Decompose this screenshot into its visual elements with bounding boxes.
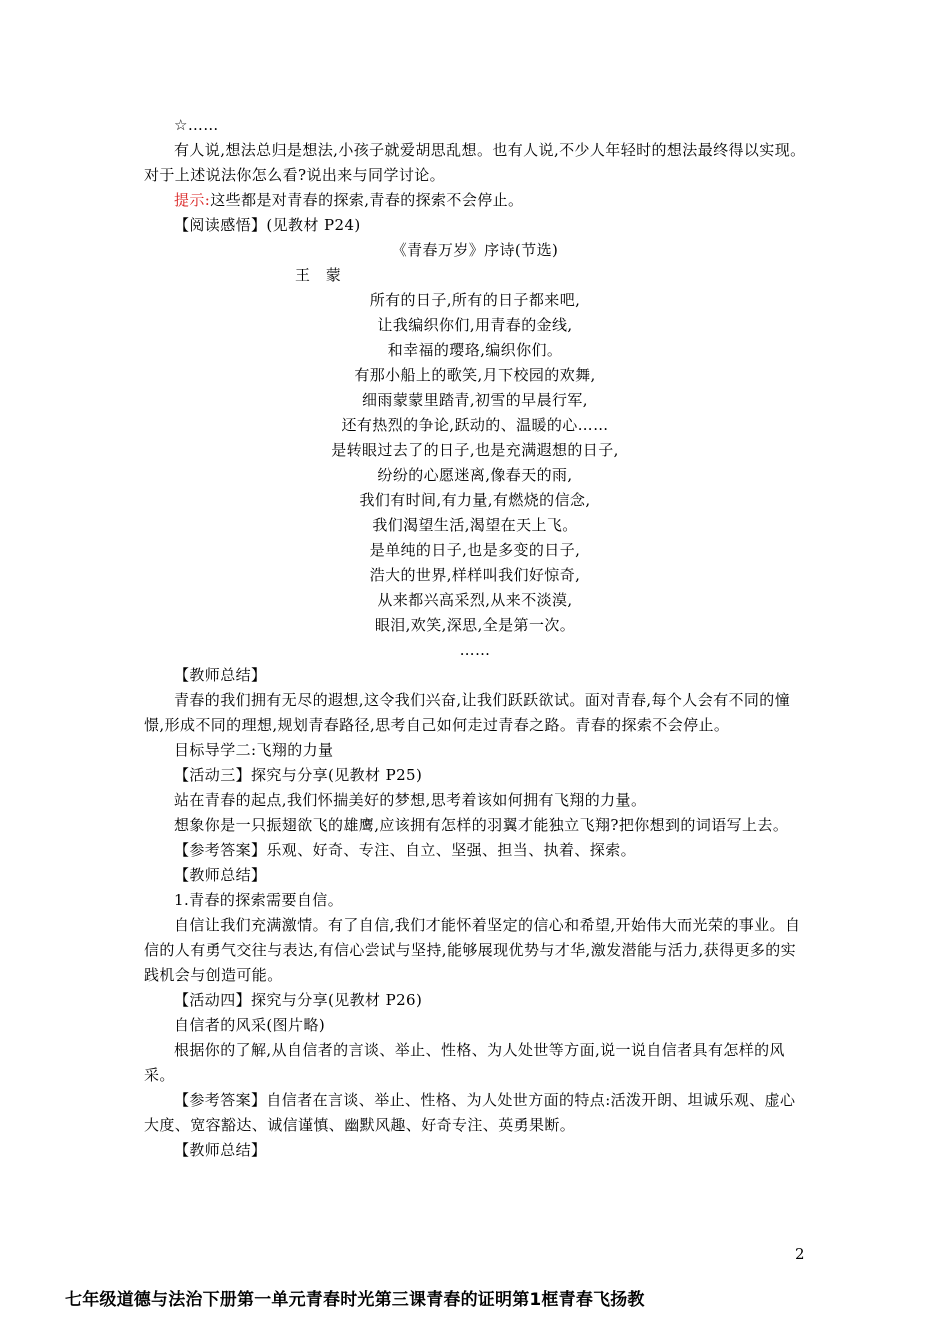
poem-line: 细雨蒙蒙里踏青,初雪的早晨行军, [362, 391, 588, 409]
poem-line: 让我编织你们,用青春的金线, [377, 316, 573, 334]
poem-line: 眼泪,欢笑,深思,全是第一次。 [374, 616, 576, 634]
poem-line: 是转眼过去了的日子,也是充满遐想的日子, [331, 441, 619, 459]
poem-line: 所有的日子,所有的日子都来吧, [369, 291, 581, 309]
activity-3-question: 想象你是一只振翅欲飞的雄鹰,应该拥有怎样的羽翼才能独立飞翔?把你想到的词语写上去。 [174, 816, 789, 834]
summary-paragraph: 青春的我们拥有无尽的遐想,这令我们兴奋,让我们跃跃欲试。面对青春,每个人会有不同的憧憬,形成不同的理想,规划青春路径,思考自己如何走过青春之路。青春的探索不会停止。 [144, 691, 791, 734]
poem-line: 是单纯的日子,也是多变的日子, [369, 541, 581, 559]
teacher-summary-heading: 【教师总结】 [174, 866, 267, 884]
star-line: ☆…… [174, 116, 219, 134]
point-1-heading: 1.青春的探索需要自信。 [174, 891, 344, 909]
activity-4-heading: 【活动四】探究与分享(见教材 P26) [174, 991, 423, 1009]
page-content [144, 113, 806, 1163]
poem-line: 和幸福的璎珞,编织你们。 [387, 341, 563, 359]
reading-heading: 【阅读感悟】(见教材 P24) [174, 216, 361, 234]
poem-line: 还有热烈的争论,跃动的、温暖的心…… [341, 416, 609, 434]
poem-line: 我们渴望生活,渴望在天上飞。 [372, 516, 578, 534]
activity-3-heading: 【活动三】探究与分享(见教材 P25) [174, 766, 423, 784]
poem-line: 我们有时间,有力量,有燃烧的信念, [359, 491, 591, 509]
poem-line: 从来都兴高采烈,从来不淡漠, [377, 591, 573, 609]
opening-paragraph: 有人说,想法总归是想法,小孩子就爱胡思乱想。也有人说,不少人年轻时的想法最终得以实现。对于上述说法你怎么看?说出来与同学讨论。 [144, 141, 806, 184]
teacher-summary-heading: 【教师总结】 [174, 1141, 267, 1159]
poem-line: 有那小船上的歌笑,月下校园的欢舞, [354, 366, 596, 384]
answer-3: 【参考答案】乐观、好奇、专注、自立、坚强、担当、执着、探索。 [174, 841, 637, 859]
hint-label: 提示: [174, 191, 211, 209]
answer-4: 【参考答案】自信者在言谈、举止、性格、为人处世方面的特点:活泼开朗、坦诚乐观、虚心大度、宽容豁达、诚信谨慎、幽默风趣、好奇专注、英勇果断。 [144, 1091, 796, 1134]
poem-ellipsis: …… [459, 641, 491, 659]
activity-4-subheading: 自信者的风采(图片略) [174, 1016, 326, 1034]
hint-text: 这些都是对青春的探索,青春的探索不会停止。 [210, 191, 524, 209]
poem [144, 288, 806, 663]
point-1-paragraph: 自信让我们充满激情。有了自信,我们才能怀着坚定的信心和希望,开始伟大而光荣的事业。自信的人有勇气交往与表达,有信心尝试与坚持,能够展现优势与才华,激发潜能与活力,获得更多的实践机会与创造可能。 [144, 916, 801, 984]
poem-author: 王 蒙 [295, 266, 342, 284]
goal-heading: 目标导学二:飞翔的力量 [174, 741, 334, 759]
activity-3-line: 站在青春的起点,我们怀揣美好的梦想,思考着该如何拥有飞翔的力量。 [174, 791, 647, 809]
footer-title: 七年级道德与法治下册第一单元青春时光第三课青春的证明第1框青春飞扬教 [65, 1290, 645, 1310]
poem-title: 《青春万岁》序诗(节选) [391, 241, 559, 259]
page-number: 2 [795, 1245, 805, 1263]
poem-line: 浩大的世界,样样叫我们好惊奇, [369, 566, 581, 584]
teacher-summary-heading: 【教师总结】 [174, 666, 267, 684]
hint-line [144, 188, 806, 213]
activity-4-question: 根据你的了解,从自信者的言谈、举止、性格、为人处世等方面,说一说自信者具有怎样的风采。 [144, 1041, 785, 1084]
poem-line: 纷纷的心愿迷离,像春天的雨, [377, 466, 573, 484]
